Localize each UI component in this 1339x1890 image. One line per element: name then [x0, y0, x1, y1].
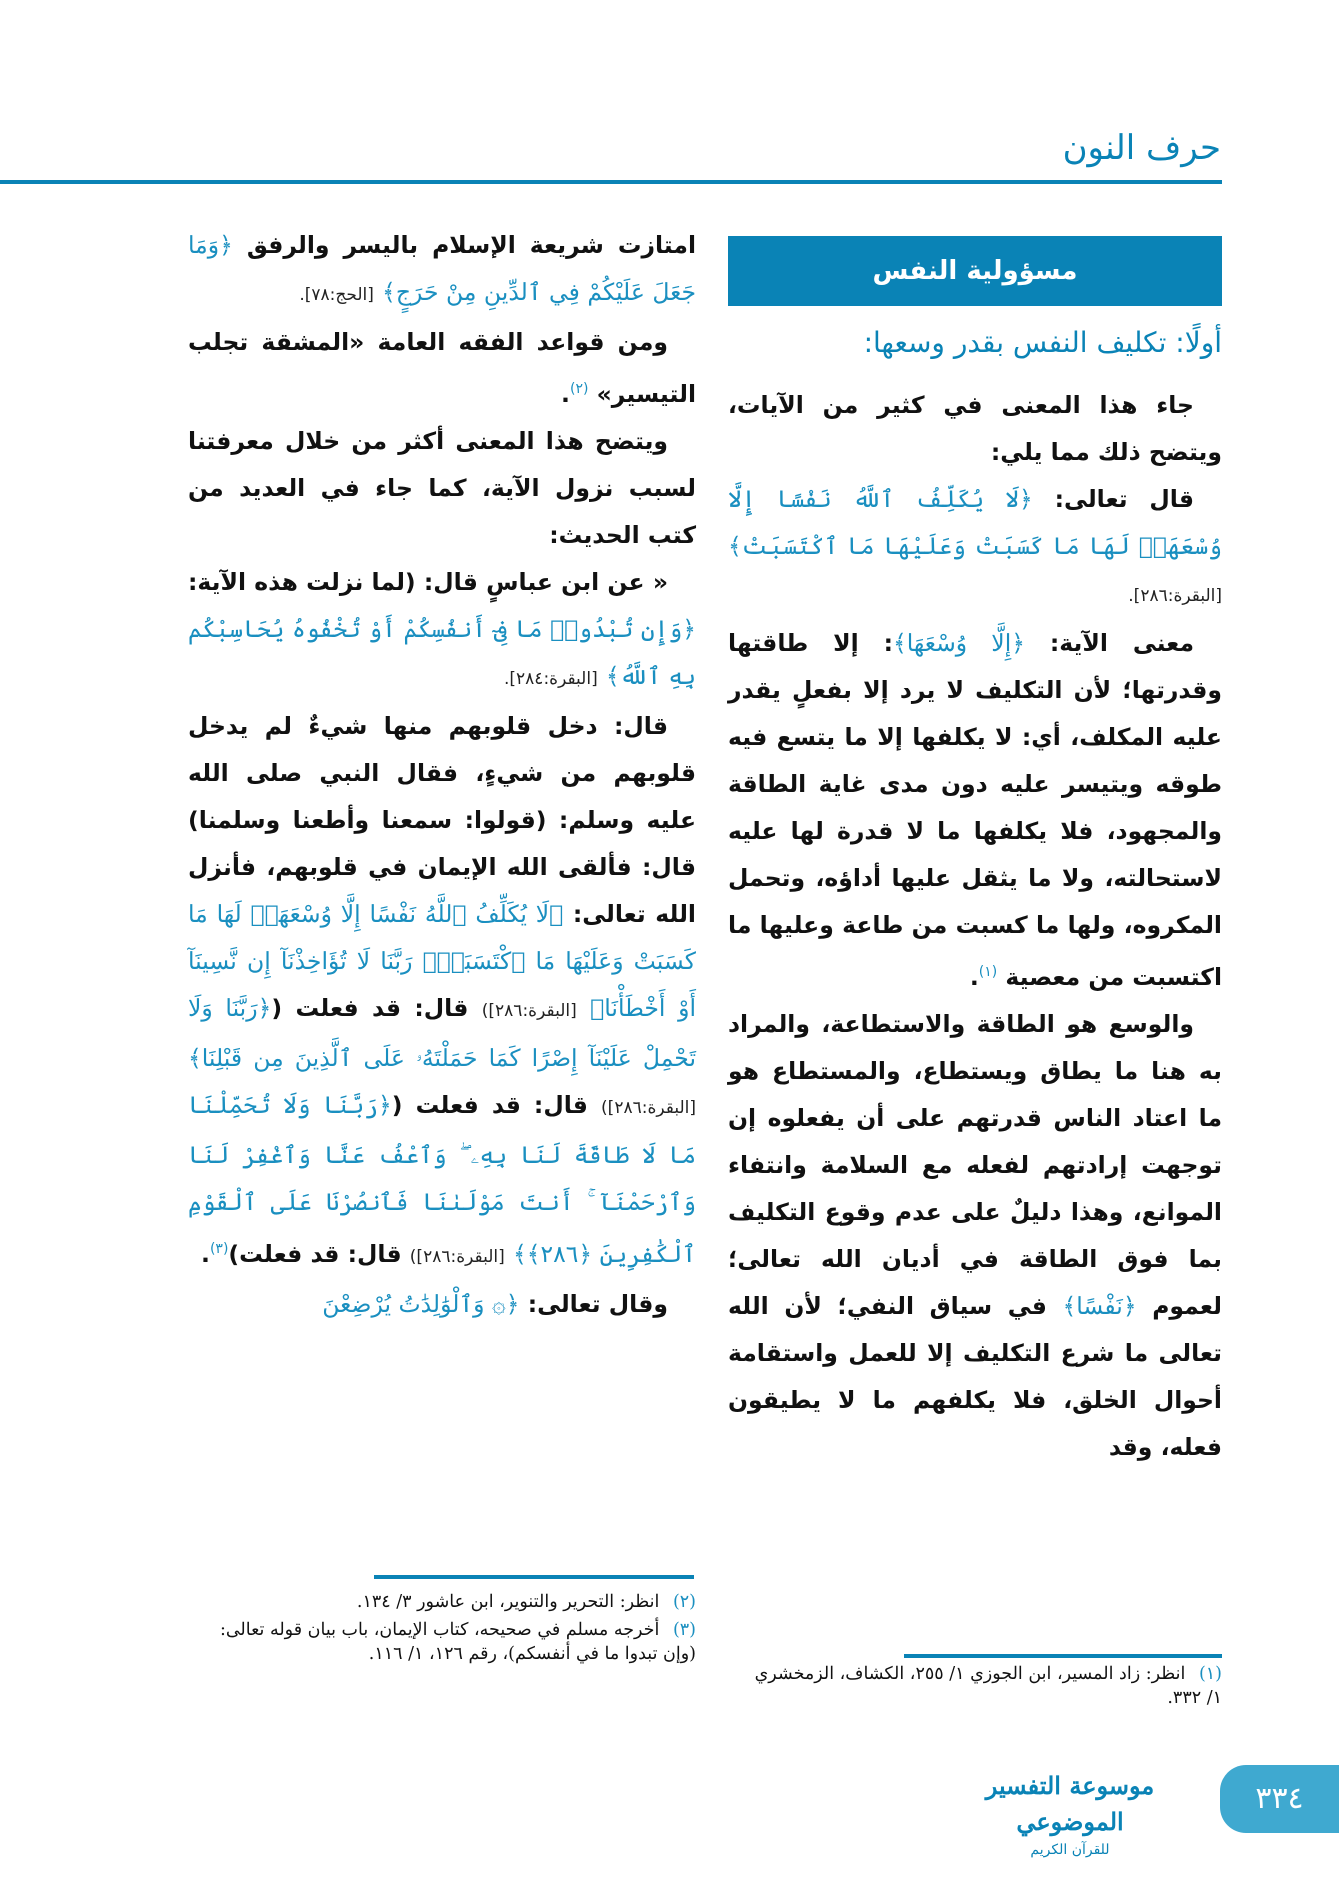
- paragraph: ويتضح هذا المعنى أكثر من خلال معرفتنا لسبب نزول الآية، كما جاء في العديد من كتب الحديث:: [188, 426, 696, 549]
- paragraph-text: معنى الآية:: [1049, 629, 1194, 657]
- footnote-text: انظر: التحرير والتنوير، ابن عاشور ٣/ ١٣٤.: [356, 1592, 660, 1612]
- paragraph-text: « عن ابن عباسٍ قال: (لما نزلت هذه الآية:: [188, 567, 668, 596]
- paragraph-text: : إلا طاقتها وقدرتها؛ لأن التكليف لا يرد إلا بفعلٍ يقدر عليه المكلف، أي: لا يكلفها إلا ما يتسع فيه طوقه ويتيسر عليه دون مدى غاية الطاقة والمجهود، فلا يكلفها ما لا قدرة لها عليه لاستحالته، ولا ما يثقل عليها أداؤه، وتحمل المكروه، ولها ما كسبت من طاعة وعليها ما اكتسبت من معصية: [728, 629, 1222, 991]
- paragraph-text: قال: قد فعلت): [228, 1239, 402, 1268]
- series-logo: [940, 1768, 1200, 1858]
- footnote-marker[interactable]: (٣): [209, 1240, 229, 1257]
- paragraph: معنى الآية: ﴿إِلَّا وُسْعَهَا﴾: إلا طاقتها وقدرتها؛ لأن التكليف لا يرد إلا بفعلٍ يقدر عليه المكلف، أي: لا يكلفها إلا ما يتسع فيه طوقه ويتيسر عليه دون مدى غاية الطاقة والمجهود، فلا يكلفها ما لا قدرة لها عليه لاستحالته، ولا ما يثقل عليها أداؤه، وتحمل المكروه، ولها ما كسبت من طاعة وعليها ما اكتسبت من معصية $^{(١)}$.: [728, 629, 1222, 991]
- quran-verse: ﴿وَإِن تُبْدُوا۟ مَا فِىٓ أَنفُسِكُمْ أَوْ تُخْفُوهُ يُحَاسِبْكُم بِهِ ٱللَّهُ﴾: [188, 614, 696, 690]
- footnote-marker[interactable]: (١): [978, 964, 998, 980]
- quran-verse: ﴿لَا يُكَلِّفُ ٱللَّهُ نَفْسًا إِلَّا وُسْعَهَاۚ لَهَا مَا كَسَبَتْ وَعَلَيْهَا مَا ٱكْتَسَبَتْ﴾: [728, 485, 1222, 560]
- footnote-number: (٣): [672, 1620, 696, 1640]
- logo-title: موسوعة التفسير الموضوعي: [985, 1771, 1155, 1836]
- paragraph: [728, 1001, 1222, 1471]
- paragraph-text: في سياق النفي؛ لأن الله تعالى ما شرع التكليف إلا للعمل واستقامة أحوال الخلق، فلا يكلفهم ما لا يطيقون فعله، وقد: [728, 1291, 1222, 1461]
- footnotes-left: [190, 1590, 696, 1670]
- quran-verse: ﴿وَمَا جَعَلَ عَلَيْكُمْ فِي ٱلدِّينِ مِنْ حَرَجٍ﴾: [188, 231, 696, 306]
- paragraph: ومن قواعد الفقه العامة «المشقة تجلب التيسير» $^{(٢)}$.: [188, 328, 696, 408]
- footnote: [738, 1662, 1222, 1710]
- footnote-number: (١): [1198, 1664, 1222, 1684]
- verse-reference: [البقرة:٢٨٤].: [503, 668, 598, 689]
- verse-reference: [البقرة:٢٨٦]): [601, 1097, 696, 1118]
- left-column: [188, 222, 696, 1328]
- paragraph-text: وقال تعالى:: [527, 1289, 668, 1318]
- paragraph: قال: دخل قلوبهم منها شيءٌ لم يدخل قلوبهم من شيءٍ، فقال النبي صلى الله عليه وسلم: (قولوا: سمعنا وأطعنا وسلمنا) قال: فألقى الله الإيمان في قلوبهم، فأنزل الله تعالى: ﴿لَا يُكَلِّفُ ٱللَّهُ نَفْسًا إِلَّا وُسْعَهَاۚ لَهَا مَا كَسَبَتْ وَعَلَيْهَا مَا ٱكْتَسَبَتْۗ رَبَّنَا لَا تُؤَاخِذْنَآ إِن نَّسِينَآ أَوْ أَخْطَأْنَا﴾ [البقرة:٢٨٦]) قال: قد فعلت (﴿رَبَّنَا وَلَا تَحْمِلْ عَلَيْنَآ إِصْرًا كَمَا حَمَلْتَهُۥ عَلَى ٱلَّذِينَ مِن قَبْلِنَا﴾ [البقرة:٢٨٦]) قال: قد فعلت (﴿رَبَّنَا وَلَا تُحَمِّلْنَا مَا لَا طَاقَةَ لَنَا بِهِۦ ۖ وَٱعْفُ عَنَّا وَٱغْفِرْ لَنَا وَٱرْحَمْنَآ ۚ أَنتَ مَوْلَىٰنَا فَٱنصُرْنَا عَلَى ٱلْقَوْمِ ٱلْكَٰفِرِينَ ﴿٢٨٦﴾﴾ [البقرة:٢٨٦]) قال: قد فعلت)$^{(٣)}$.: [188, 711, 696, 1268]
- paragraph: [188, 559, 696, 703]
- footnotes-right: [738, 1662, 1222, 1710]
- footnote-rule: [904, 1654, 1222, 1658]
- quran-verse: ﴿لَا يُكَلِّفُ ٱللَّهُ نَفْسًا إِلَّا وُسْعَهَاۚ لَهَا مَا كَسَبَتْ وَعَلَيْهَا مَا ٱكْتَسَبَتْۗ رَبَّنَا لَا تُؤَاخِذْنَآ إِن نَّسِينَآ أَوْ أَخْطَأْنَا﴾: [188, 899, 696, 1022]
- quran-verse: ﴿رَبَّنَا وَلَا تَحْمِلْ عَلَيْنَآ إِصْرًا كَمَا حَمَلْتَهُۥ عَلَى ٱلَّذِينَ مِن قَبْلِنَا﴾: [188, 993, 696, 1072]
- paragraph-text: قال تعالى:: [1054, 485, 1194, 513]
- quran-verse: ﴿رَبَّنَا وَلَا تُحَمِّلْنَا مَا لَا طَاقَةَ لَنَا بِهِۦ ۖ وَٱعْفُ عَنَّا وَٱغْفِرْ لَنَا وَٱرْحَمْنَآ ۚ أَنتَ مَوْلَىٰنَا فَٱنصُرْنَا عَلَى ٱلْقَوْمِ ٱلْكَٰفِرِينَ ﴿٢٨٦﴾﴾: [188, 1090, 696, 1268]
- header-rule: [0, 180, 1222, 184]
- paragraph: [188, 1281, 696, 1328]
- subheading: أولًا: تكليف النفس بقدر وسعها:: [863, 326, 1222, 359]
- quran-verse: ﴿نَفْسًا﴾: [1062, 1291, 1137, 1320]
- footnote-marker[interactable]: (٢): [569, 381, 589, 397]
- footnote-number: (٢): [672, 1592, 696, 1612]
- paragraph-text: قال: دخل قلوبهم منها شيءٌ لم يدخل قلوبهم من شيءٍ، فقال النبي صلى الله عليه وسلم: (قولوا: سمعنا وأطعنا وسلمنا) قال: فألقى الله الإيمان في قلوبهم، فأنزل الله تعالى:: [188, 711, 696, 928]
- quran-verse: ﴿إِلَّا وُسْعَهَا﴾: [893, 629, 1026, 657]
- paragraph-text: قال: قد فعلت (: [391, 1090, 588, 1119]
- paragraph-text: قال: قد فعلت (: [271, 993, 469, 1022]
- quran-verse: ﴿۞ وَٱلْوَٰلِدَٰتُ يُرْضِعْنَ: [322, 1289, 520, 1318]
- page-number-badge: ٣٣٤: [1220, 1765, 1339, 1833]
- verse-reference: [البقرة:٢٨٦]): [481, 1000, 577, 1021]
- verse-reference: [الحج:٧٨].: [299, 285, 374, 305]
- section-title: مسؤولية النفس: [728, 236, 1222, 306]
- paragraph: [728, 476, 1222, 620]
- footnote-text: أخرجه مسلم في صحيحه، كتاب الإيمان، باب بيان قوله تعالى: (وإن تبدوا ما في أنفسكم)، رقم ١٢٦، ١/ ١١٦.: [219, 1620, 696, 1664]
- verse-reference: [البقرة:٢٨٦]): [409, 1246, 505, 1267]
- footnote-rule: [374, 1575, 694, 1579]
- paragraph-text: والوسع هو الطاقة والاستطاعة، والمراد به هنا ما يطاق ويستطاع، والمستطاع هو ما اعتاد الناس قدرتهم على أن يفعلوه إن توجهت إرادتهم لفعله مع السلامة وانتفاء الموانع، وهذا دليلٌ على عدم وقوع التكليف بما فوق الطاقة في أديان الله تعالى؛ لعموم: [728, 1009, 1222, 1320]
- chapter-title: حرف النون: [1062, 128, 1221, 168]
- verse-reference: [البقرة:٢٨٦].: [1128, 586, 1222, 606]
- footnote: [190, 1590, 696, 1614]
- paragraph: [188, 222, 696, 319]
- footnote-text: انظر: زاد المسير، ابن الجوزي ١/ ٢٥٥، الكشاف، الزمخشري ١/ ٣٣٢.: [754, 1664, 1222, 1708]
- right-column: [728, 236, 1222, 1471]
- paragraph-text: ومن قواعد الفقه العامة «المشقة تجلب التيسير»: [188, 328, 696, 408]
- paragraph: جاء هذا المعنى في كثير من الآيات، ويتضح ذلك مما يلي:: [728, 391, 1222, 466]
- logo-subtitle: للقرآن الكريم: [1030, 1842, 1110, 1858]
- footnote: [190, 1618, 696, 1666]
- paragraph-text: امتازت شريعة الإسلام باليسر والرفق: [246, 231, 696, 259]
